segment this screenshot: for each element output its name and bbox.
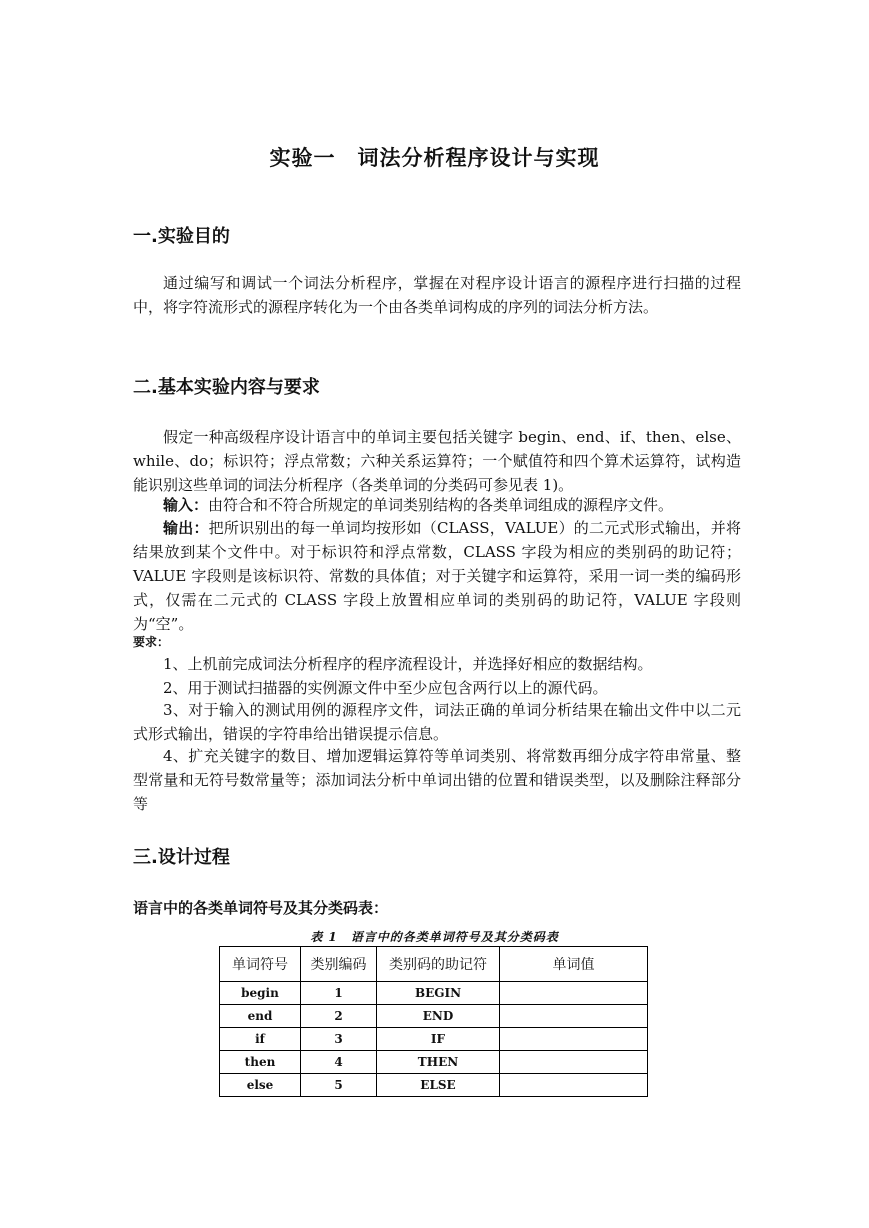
- section-1-heading: 一.实验目的: [133, 226, 230, 247]
- cell-value: [500, 1028, 648, 1051]
- cell-symbol: else: [220, 1074, 301, 1097]
- column-header-value: 单词值: [500, 947, 648, 982]
- requirement-item-2: 2、用于测试扫描器的实例源文件中至少应包含两行以上的源代码。: [163, 679, 608, 697]
- column-header-mnemonic: 类别码的助记符: [377, 947, 500, 982]
- cell-code: 3: [301, 1028, 377, 1051]
- cell-value: [500, 1051, 648, 1074]
- output-paragraph: [133, 516, 741, 636]
- output-label: 输出：: [163, 519, 209, 537]
- cell-symbol: begin: [220, 982, 301, 1005]
- requirements-label: 要求：: [133, 635, 170, 649]
- section-2-intro: 假定一种高级程序设计语言中的单词主要包括关键字 begin、end、if、then、else、while、do；标识符；浮点常数；六种关系运算符；一个赋值符和四个算术运算符，试构造能识别这些单词的词法分析程序（各类单词的分类码可参见表 1)。: [133, 428, 741, 494]
- table-caption: 表 1 语言中的各类单词符号及其分类码表: [310, 930, 559, 944]
- section-2-heading: 二.基本实验内容与要求: [133, 377, 320, 398]
- cell-value: [500, 1074, 648, 1097]
- cell-symbol: end: [220, 1005, 301, 1028]
- cell-mnemonic: BEGIN: [377, 982, 500, 1005]
- table-row: [220, 1005, 648, 1028]
- cell-mnemonic: ELSE: [377, 1074, 500, 1097]
- table-row: [220, 1028, 648, 1051]
- cell-value: [500, 1005, 648, 1028]
- table-row: [220, 982, 648, 1005]
- cell-code: 2: [301, 1005, 377, 1028]
- output-text: 把所识别出的每一单词均按形如（CLASS，VALUE）的二元式形式输出，并将结果放到某个文件中。对于标识符和浮点常数，CLASS 字段为相应的类别码的助记符；VALUE 字段则是该标识符、常数的具体值；对于关键字和运算符，采用一词一类的编码形式，仅需在二元式的 CLASS 字段上放置相应单词的类别码的助记符，VALUE 字段则为“空”。: [133, 519, 741, 633]
- cell-symbol: if: [220, 1028, 301, 1051]
- requirement-item-3: 3、对于输入的测试用例的源程序文件，词法正确的单词分析结果在输出文件中以二元式形式输出，错误的字符串给出错误提示信息。: [133, 701, 741, 743]
- requirement-item-4: 4、扩充关键字的数目、增加逻辑运算符等单词类别、将常数再细分成字符串常量、整型常量和无符号数常量等；添加词法分析中单词出错的位置和错误类型，以及删除注释部分等: [133, 747, 741, 813]
- column-header-code: 类别编码: [301, 947, 377, 982]
- table-row: [220, 1051, 648, 1074]
- page-title: 实验一 词法分析程序设计与实现: [269, 146, 600, 170]
- cell-code: 4: [301, 1051, 377, 1074]
- cell-symbol: then: [220, 1051, 301, 1074]
- cell-code: 5: [301, 1074, 377, 1097]
- cell-mnemonic: END: [377, 1005, 500, 1028]
- cell-value: [500, 982, 648, 1005]
- requirement-item-1: 1、上机前完成词法分析程序的程序流程设计，并选择好相应的数据结构。: [163, 655, 653, 673]
- section-1-text: 通过编写和调试一个词法分析程序，掌握在对程序设计语言的源程序进行扫描的过程中，将字符流形式的源程序转化为一个由各类单词构成的序列的词法分析方法。: [133, 274, 741, 316]
- section-3-heading: 三.设计过程: [133, 847, 230, 868]
- input-paragraph: [133, 493, 741, 517]
- table-row: [220, 1074, 648, 1097]
- cell-code: 1: [301, 982, 377, 1005]
- column-header-symbol: 单词符号: [220, 947, 301, 982]
- cell-mnemonic: THEN: [377, 1051, 500, 1074]
- token-code-table: [219, 946, 648, 1097]
- section-3-subheading: 语言中的各类单词符号及其分类码表：: [133, 899, 389, 917]
- cell-mnemonic: IF: [377, 1028, 500, 1051]
- input-text: 由符合和不符合所规定的单词类别结构的各类单词组成的源程序文件。: [208, 496, 674, 514]
- table-header-row: [220, 947, 648, 982]
- input-label: 输入：: [163, 496, 209, 514]
